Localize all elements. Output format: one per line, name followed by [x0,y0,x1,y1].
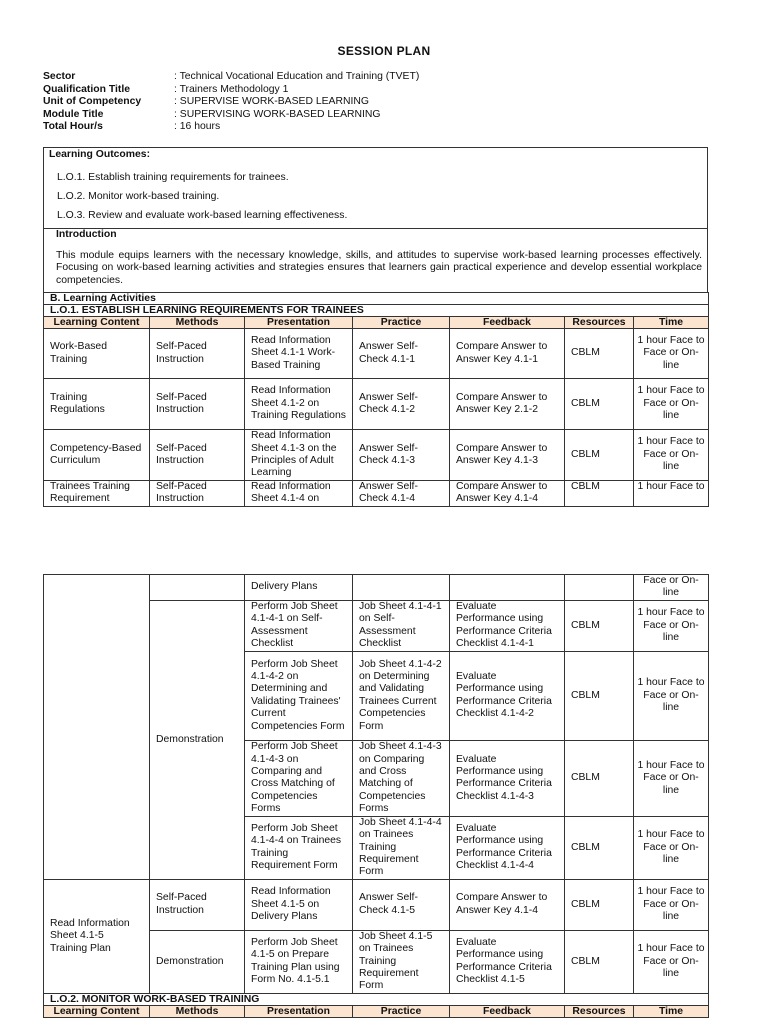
cell-time: 1 hour Face to [634,481,709,507]
cell-time: 1 hour Face to Face or On-line [634,930,709,993]
cell-resources: CBLM [565,930,634,993]
cell-presentation: Perform Job Sheet 4.1-5 on Prepare Training Plan using Form No. 4.1-5.1 [245,930,353,993]
cell-method: Self-Paced Instruction [150,430,245,481]
cell-feedback: Compare Answer to Answer Key 2.1-2 [450,379,565,430]
cell-presentation: Read Information Sheet 4.1-1 Work-Based Training [245,329,353,379]
table-row [44,575,709,601]
meta-value: : SUPERVISE WORK-BASED LEARNING [174,96,369,108]
col-feedback: Feedback [450,1005,565,1017]
col-presentation: Presentation [245,317,353,329]
meta-value: : SUPERVISING WORK-BASED LEARNING [174,108,381,120]
meta-value: : 16 hours [174,121,221,133]
table-header-row [44,1005,709,1017]
cell-feedback: Evaluate Performance using Performance Criteria Checklist 4.1-5 [450,930,565,993]
cell-resources: CBLM [565,379,634,430]
cell-resources: CBLM [565,329,634,379]
meta-value: : Trainers Methodology 1 [174,83,289,95]
cell-method: Self-Paced Instruction [150,481,245,507]
cell-presentation: Read Information Sheet 4.1-4 on [245,481,353,507]
cell-resources: CBLM [565,600,634,651]
cell-practice: Job Sheet 4.1-4-4 on Trainees Training Requirement Form [353,816,450,879]
meta-label: Module Title [43,108,104,120]
col-time: Time [634,317,709,329]
cell-feedback [450,575,565,601]
cell-content [44,575,150,880]
page-title: SESSION PLAN [337,44,431,58]
table-row [44,481,709,507]
cell-content: Training Regulations [44,379,150,430]
cell-resources: CBLM [565,879,634,930]
cell-feedback: Compare Answer to Answer Key 4.1-4 [450,879,565,930]
cell-practice [353,575,450,601]
cell-method: Self-Paced Instruction [150,379,245,430]
cell-time: 1 hour Face to Face or On-line [634,651,709,740]
cell-practice: Job Sheet 4.1-4-3 on Comparing and Cross Matching of Competencies Forms [353,740,450,816]
cell-practice: Job Sheet 4.1-5 on Trainees Training Requirement Form [353,930,450,993]
col-practice: Practice [353,317,450,329]
meta-label: Total Hour/s [43,121,103,133]
cell-feedback: Evaluate Performance using Performance Criteria Checklist 4.1-4-3 [450,740,565,816]
learning-outcomes-box [43,147,708,229]
col-resources: Resources [565,1005,634,1017]
col-learning-content: Learning Content [44,1005,150,1017]
cell-time: 1 hour Face to Face or On-line [634,430,709,481]
cell-method: Demonstration [150,600,245,879]
meta-label: Unit of Competency [43,96,142,108]
activities-table-lo1 [43,292,709,507]
cell-practice: Answer Self-Check 4.1-1 [353,329,450,379]
session-meta [43,71,419,134]
cell-feedback: Evaluate Performance using Performance Criteria Checklist 4.1-4-1 [450,600,565,651]
meta-sector [43,71,419,84]
cell-resources: CBLM [565,430,634,481]
learning-outcome-item: L.O.2. Monitor work-based training. [57,191,220,202]
cell-feedback: Compare Answer to Answer Key 4.1-1 [450,329,565,379]
col-resources: Resources [565,317,634,329]
col-practice: Practice [353,1005,450,1017]
lo1-heading: L.O.1. ESTABLISH LEARNING REQUIREMENTS FOR TRAINEES [44,305,709,317]
cell-feedback: Compare Answer to Answer Key 4.1-3 [450,430,565,481]
activities-heading: B. Learning Activities [44,293,709,305]
cell-time: 1 hour Face to Face or On-line [634,816,709,879]
col-time: Time [634,1005,709,1017]
table-row [44,430,709,481]
cell-content: Work-Based Training [44,329,150,379]
learning-outcome-item: L.O.3. Review and evaluate work-based learning effectiveness. [57,210,348,221]
cell-feedback: Compare Answer to Answer Key 4.1-4 [450,481,565,507]
col-methods: Methods [150,317,245,329]
cell-resources: CBLM [565,816,634,879]
learning-outcomes-heading: Learning Outcomes: [49,149,151,160]
meta-label: Sector [43,71,76,82]
meta-module [43,109,419,122]
cell-feedback: Evaluate Performance using Performance Criteria Checklist 4.1-4-4 [450,816,565,879]
introduction-box [43,229,708,293]
cell-practice: Answer Self-Check 4.1-3 [353,430,450,481]
meta-unit [43,96,419,109]
cell-practice: Job Sheet 4.1-4-1 on Self-Assessment Checklist [353,600,450,651]
cell-feedback: Evaluate Performance using Performance Criteria Checklist 4.1-4-2 [450,651,565,740]
meta-label: Qualification Title [43,83,130,95]
cell-resources [565,575,634,601]
col-feedback: Feedback [450,317,565,329]
table-row [44,329,709,379]
introduction-heading: Introduction [56,229,117,240]
cell-practice: Job Sheet 4.1-4-2 on Determining and Validating Trainees Current Competencies Form [353,651,450,740]
cell-resources: CBLM [565,740,634,816]
col-learning-content: Learning Content [44,317,150,329]
cell-time: 1 hour Face to Face or On-line [634,879,709,930]
col-methods: Methods [150,1005,245,1017]
activities-table-continued [43,574,709,1018]
cell-presentation: Delivery Plans [245,575,353,601]
cell-presentation: Perform Job Sheet 4.1-4-4 on Trainees Training Requirement Form [245,816,353,879]
cell-time: 1 hour Face to Face or On-line [634,329,709,379]
cell-presentation: Read Information Sheet 4.1-2 on Training Regulations [245,379,353,430]
cell-content: Competency-Based Curriculum [44,430,150,481]
cell-practice: Answer Self-Check 4.1-4 [353,481,450,507]
cell-time: Face or On-line [634,575,709,601]
meta-hours [43,121,419,134]
cell-time: 1 hour Face to Face or On-line [634,740,709,816]
cell-content: Read Information Sheet 4.1-5 Training Plan [44,879,150,993]
col-presentation: Presentation [245,1005,353,1017]
cell-method: Demonstration [150,930,245,993]
cell-presentation: Read Information Sheet 4.1-3 on the Principles of Adult Learning [245,430,353,481]
learning-outcome-item: L.O.1. Establish training requirements for trainees. [57,172,289,183]
cell-presentation: Read Information Sheet 4.1-5 on Delivery Plans [245,879,353,930]
cell-practice: Answer Self-Check 4.1-2 [353,379,450,430]
cell-presentation: Perform Job Sheet 4.1-4-1 on Self-Assessment Checklist [245,600,353,651]
meta-value: : Technical Vocational Education and Training (TVET) [174,71,420,82]
cell-time: 1 hour Face to Face or On-line [634,600,709,651]
cell-method [150,575,245,601]
table-row [44,879,709,930]
meta-qualification [43,84,419,97]
table-header-row [44,317,709,329]
cell-practice: Answer Self-Check 4.1-5 [353,879,450,930]
lo2-heading: L.O.2. MONITOR WORK-BASED TRAINING [44,993,709,1005]
introduction-text: This module equips learners with the necessary knowledge, skills, and attitudes to supervise work-based learning processes effectively. Focusing on work-based learning activities and strategies ensures that learners gain practical experience and develop essential workplace competencies. [56,250,702,286]
cell-method: Self-Paced Instruction [150,879,245,930]
cell-time: 1 hour Face to Face or On-line [634,379,709,430]
cell-resources: CBLM [565,651,634,740]
table-row [44,379,709,430]
cell-resources: CBLM [565,481,634,507]
cell-method: Self-Paced Instruction [150,329,245,379]
cell-presentation: Perform Job Sheet 4.1-4-3 on Comparing and Cross Matching of Competencies Forms [245,740,353,816]
cell-presentation: Perform Job Sheet 4.1-4-2 on Determining and Validating Trainees' Current Competencies Form [245,651,353,740]
cell-content: Trainees Training Requirement [44,481,150,507]
